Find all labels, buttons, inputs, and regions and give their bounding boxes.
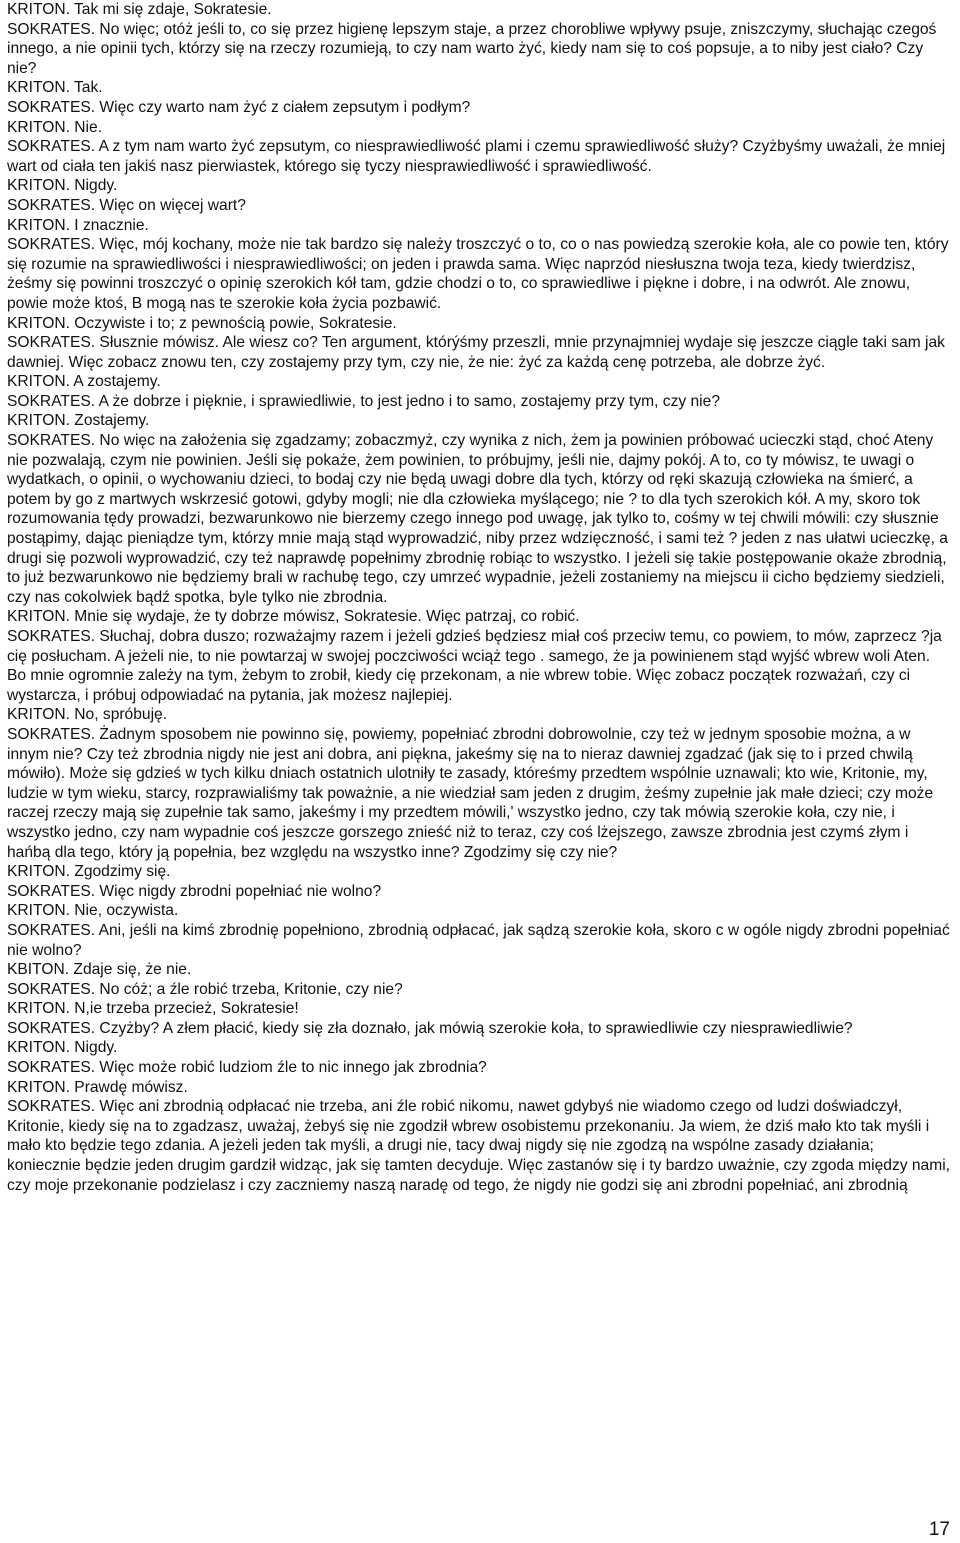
paragraph-7: KRITON. Nigdy. [7,177,118,195]
paragraph-2: SOKRATES. No więc; otóż jeśli to, co się przez higienę lepszym staje, a przez chorobliwe wpływy psuje, zniszczymy, słuchając czegoś innego, a nie opinii tych, którzy się na rzeczy rozumieją, to czy nam warto żyć, kiedy nam się to coś popsuje, a to niby jest ciało? Czy nie? [7,20,937,77]
paragraph-32: SOKRATES. Więc ani zbrodnią odpłacać nie trzeba, ani źle robić nikomu, nawet gdybyś nie wiadomo czego od ludzi doświadczył, Kritonie, kiedy się na to zgadzasz, uważaj, żebyś się nie zgodził wbrew osobistemu przekonaniu. Ja wiem, że dziś mało kto tak myśli i mało kto będzie tego zdania. A jeżeli jeden tak myśli, a drugi nie, tacy dwaj nigdy się nie zgodzą na wspólne zasady działania; koniecznie będzie jeden drugim gardził widząc, jak się tamten decyduje. Więc zastanów się i ty bardzo uważnie, czy zgoda między nami, czy moje przekonanie podzielasz i czy zaczniemy naszą naradę od tego, że nigdy nie godzi się ani zbrodni popełniać, ani zbrodnią [7,1098,951,1194]
paragraph-9: KRITON. I znacznie. [7,216,149,234]
page-number: 17 [928,1519,950,1540]
paragraph-21: KRITON. Zgodzimy się. [7,863,171,881]
paragraph-8: SOKRATES. Więc on więcej wart? [7,196,246,214]
paragraph-31: KRITON. Prawdę mówisz. [7,1078,188,1096]
paragraph-20: SOKRATES. Żadnym sposobem nie powinno się, powiemy, popełniać zbrodni dobrowolnie, czy też w jednym sposobie można, a w innym nie? Czy też zbrodnia nigdy nie jest ani dobra, ani piękna, jakeśmy się na to nieraz dawniej zgadzać (jak się to i przed chwilą mówiło). Może się gdzieś w tych kilku dniach ostatnich ulotniły te zasady, któreśmy przedtem wspólnie uznawali; kto wie, Kritonie, my, ludzie w tym wieku, starcy, rozprawialiśmy tak poważnie, a nie wiedział sam jeden z drugim, żeśmy zupełnie jak małe dzieci; czy może raczej rzeczy mają się zupełnie tak samo, jakeśmy i my przedtem mówili,' wszystko jedno, czy tak mówią szerokie koła, czy nie, i wszystko jedno, czy nam wypadnie coś jeszcze gorszego znieść niż to teraz, czy coś lżejszego, zawsze zbrodnia jest czymś złym i hańbą dla tego, który ją popełnia, bez względu na wszystko inne? Zgodzimy się czy nie? [7,725,934,861]
paragraph-30: SOKRATES. Więc może robić ludziom źle to nic innego jak zbrodnia? [7,1059,487,1077]
paragraph-17: KRITON. Mnie się wydaje, że ty dobrze mówisz, Sokratesie. Więc patrzaj, co robić. [7,608,580,626]
paragraph-4: SOKRATES. Więc czy warto nam żyć z ciałem zepsutym i podłym? [7,98,471,116]
paragraph-10: SOKRATES. Więc, mój kochany, może nie tak bardzo się należy troszczyć o to, co o nas powiedzą szerokie koła, ale co powie ten, który się rozumie na sprawiedliwości i niesprawiedliwości; on jeden i prawda sama. Więc naprzód niesłuszna twoja teza, kiedy twierdzisz, żeśmy się powinni troszczyć o opinię szerokich kół tam, gdzie chodzi o to, co sprawiedliwe i piękne i dobre, i na odwrót. Ale znowu, powie może ktoś, B mogą nas te szerokie koła życia pozbawić. [7,236,949,312]
paragraph-27: KRITON. N,ie trzeba przecież, Sokratesie! [7,1000,299,1018]
paragraph-25: KBITON. Zdaje się, że nie. [7,961,192,979]
dialogue-text [7,0,951,1195]
paragraph-19: KRITON. No, spróbuję. [7,706,168,724]
paragraph-23: KRITON. Nie, oczywista. [7,902,179,920]
paragraph-24: SOKRATES. Ani, jeśli na kimś zbrodnię popełniono, zbrodnią odpłacać, jak sądzą szerokie koła, skoro c w ogóle nigdy zbrodni popełniać nie wolno? [7,921,950,959]
paragraph-1: KRITON. Tak mi się zdaje, Sokratesie. [7,1,272,18]
paragraph-15: KRITON. Zostajemy. [7,412,150,430]
paragraph-14: SOKRATES. A że dobrze i pięknie, i sprawiedliwie, to jest jedno i to samo, zostajemy przy tym, czy nie? [7,392,720,410]
paragraph-28: SOKRATES. Czyżby? A złem płacić, kiedy się zła doznało, jak mówią szerokie koła, to sprawiedliwie czy niesprawiedliwie? [7,1019,853,1037]
paragraph-16: SOKRATES. No więc na założenia się zgadzamy; zobaczmyż, czy wynika z nich, żem ja powinien próbować ucieczki stąd, choć Ateny nie pozwalają, czym nie powinien. Jeśli się pokaże, żem powinien, to próbujmy, jeśli nie, dajmy pokój. A to, co ty mówisz, te uwagi o wydatkach, o opinii, o wychowaniu dzieci, to bodaj czy nie będą uwagi dobre dla tych, którzy od ręki skazują człowieka na śmierć, a potem by go z martwych wskrzesić gotowi, gdyby mogli; nie dla człowieka myślącego; nie ? to dla tych szerokich kół. A my, skoro tok rozumowania tędy prowadzi, bezwarunkowo nie bierzemy czego innego pod uwagę, jak tylko to, cośmy w tej chwili mówili: czy słusznie postąpimy, dając pieniądze tym, którzy mnie mają stąd wyprowadzić, niby przez wdzięczność, i sami też ? jeden z nas ułatwi ucieczkę, a drugi się pozwoli wyprowadzić, czy też naprawdę popełnimy zbrodnię robiąc to wszystko. I jeżeli się takie postępowanie okaże zbrodnią, to już bezwarunkowo nie będziemy brali w rachubę tego, czy umrzeć wypadnie, jeżeli zostaniemy na miejscu ii cicho będziemy siedzieli, czy nas cokolwiek bądź spotka, byle tylko nie zbrodnia. [7,432,948,606]
paragraph-12: SOKRATES. Słusznie mówisz. Ale wiesz co? Ten argument, którýśmy przeszli, mnie przynajmniej wydaje się jeszcze ciągle taki sam jak dawniej. Więc zobacz znowu ten, czy zostajemy przy tym, czy nie, że nie: żyć za każdą cenę potrzeba, ale dobrze żyć. [7,334,945,371]
paragraph-11: KRITON. Oczywiste i to; z pewnością powie, Sokratesie. [7,314,397,332]
paragraph-5: KRITON. Nie. [7,118,103,136]
paragraph-22: SOKRATES. Więc nigdy zbrodni popełniać nie wolno? [7,882,382,900]
paragraph-3: KRITON. Tak. [7,79,103,97]
paragraph-29: KRITON. Nigdy. [7,1039,118,1057]
paragraph-18: SOKRATES. Słuchaj, dobra duszo; rozważajmy razem i jeżeli gdzieś będziesz miał coś przeciw temu, co powiem, to mów, zaprzecz ?ja cię posłucham. A jeżeli nie, to nie powtarzaj w swojej poczciwości wciąż tego . samego, że ja powinienem stąd wyjść wbrew woli Aten. Bo mnie ogromnie zależy na tym, żebym to zrobił, kiedy cię przekonam, a nie wbrew tobie. Więc zobacz początek rozważań, czy ci wystarcza, i próbuj odpowiadać na pytania, jak możesz najlepiej. [7,628,942,704]
paragraph-6: SOKRATES. A z tym nam warto żyć zepsutym, co niesprawiedliwość plami i czemu sprawiedliwość służy? Czyżbyśmy uważali, że mniej wart od ciała ten jakiś nasz pierwiastek, którego się tyczy niesprawiedliwość i sprawiedliwość. [7,138,946,175]
paragraph-13: KRITON. A zostajemy. [7,373,161,391]
paragraph-26: SOKRATES. No cóż; a źle robić trzeba, Kritonie, czy nie? [7,980,403,998]
